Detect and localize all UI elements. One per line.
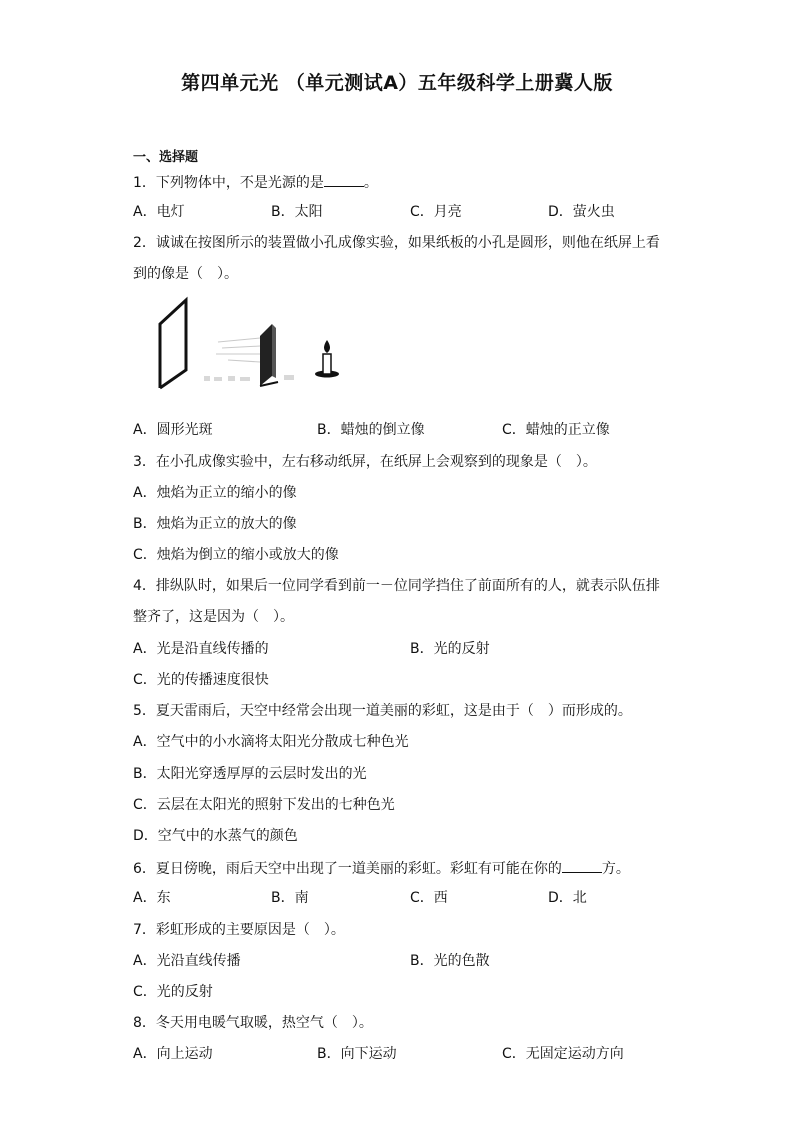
q4-option-c: C．光的传播速度很快 [133,672,269,688]
question-8: 8．冬天用电暖气取暖，热空气（ ）。 [133,1015,373,1031]
q4-option-a: A．光是沿直线传播的 [133,641,269,657]
section-heading: 一、选择题 [133,150,199,165]
q6-option-a: A．东 [133,890,171,906]
q2-option-c: C．蜡烛的正立像 [502,422,610,438]
q1-option-d: D．萤火虫 [548,204,615,220]
q8-option-b: B．向下运动 [317,1046,397,1062]
question-1 [133,172,378,192]
q6-option-d: D．北 [548,890,587,906]
question-1-text: 1．下列物体中，不是光源的是 [133,175,324,191]
faint-caption-marks [204,375,294,381]
question-6-text: 6．夏日傍晚，雨后天空中出现了一道美丽的彩虹。彩虹有可能在你的 [133,861,562,877]
question-4-line-1: 4．排纵队时，如果后一位同学看到前一－位同学挡住了前面所有的人，就表示队伍排 [133,578,660,594]
q2-option-b: B．蜡烛的倒立像 [317,422,425,438]
q5-option-d: D．空气中的水蒸气的颜色 [133,828,298,844]
question-3: 3．在小孔成像实验中，左右移动纸屏，在纸屏上会观察到的现象是（ ）。 [133,454,597,470]
q3-option-c: C．烛焰为倒立的缩小或放大的像 [133,547,339,563]
q3-option-a: A．烛焰为正立的缩小的像 [133,485,297,501]
question-2-line-1: 2．诚诚在按图所示的装置做小孔成像实验，如果纸板的小孔是圆形，则他在纸屏上看 [133,235,660,251]
q1-option-a: A．电灯 [133,204,185,220]
q7-option-c: C．光的反射 [133,984,213,1000]
question-6-end: 方。 [601,861,630,877]
page-title: 第四单元光 （单元测试A）五年级科学上册冀人版 [181,72,613,94]
paper-screen-icon [160,300,186,388]
q6-option-c: C．西 [410,890,448,906]
candle-icon [315,340,339,378]
q8-option-a: A．向上运动 [133,1046,213,1062]
q6-option-b: B．南 [271,890,309,906]
pinhole-board-icon [260,324,278,386]
q3-option-b: B．烛焰为正立的放大的像 [133,516,297,532]
question-4-line-2: 整齐了，这是因为（ ）。 [133,609,294,625]
question-6 [133,858,630,878]
answer-blank [324,172,364,187]
q5-option-a: A．空气中的小水滴将太阳光分散成七种色光 [133,734,409,750]
q8-option-c: C．无固定运动方向 [502,1046,624,1062]
question-7: 7．彩虹形成的主要原因是（ ）。 [133,922,345,938]
q7-option-a: A．光沿直线传播 [133,953,241,969]
q4-option-b: B．光的反射 [410,641,490,657]
q5-option-c: C．云层在太阳光的照射下发出的七种色光 [133,797,395,813]
q5-option-b: B．太阳光穿透厚厚的云层时发出的光 [133,766,367,782]
q2-option-a: A．圆形光斑 [133,422,213,438]
question-1-end: 。 [363,175,378,191]
question-2-line-2: 到的像是（ ）。 [133,266,238,282]
q7-option-b: B．光的色散 [410,953,490,969]
light-rays-icon [216,338,260,362]
q1-option-c: C．月亮 [410,204,462,220]
answer-blank [562,858,602,873]
question-5: 5．夏天雷雨后，天空中经常会出现一道美丽的彩虹，这是由于（ ）而形成的。 [133,703,632,719]
pinhole-experiment-figure [148,296,363,396]
q1-option-b: B．太阳 [271,204,323,220]
